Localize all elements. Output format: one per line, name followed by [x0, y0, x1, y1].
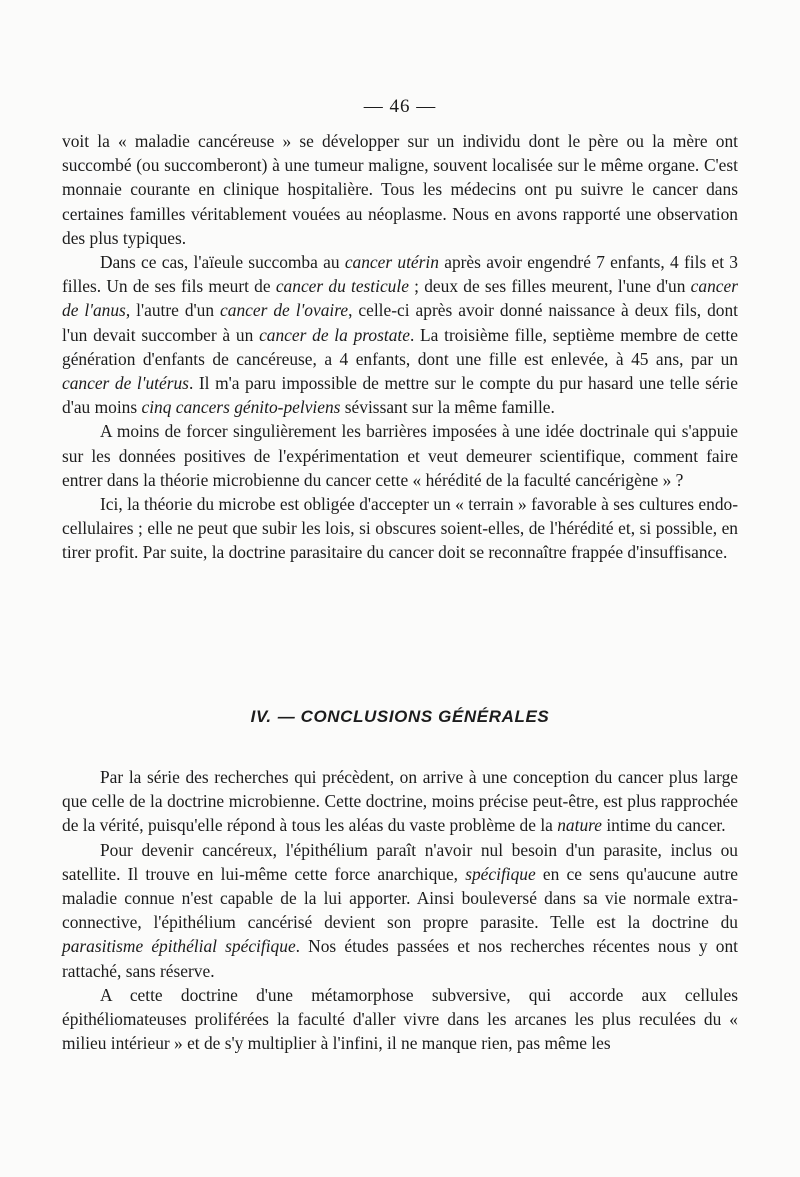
paragraph-family-case	[62, 250, 738, 419]
italic-text: cancer du testicule	[275, 276, 409, 297]
italic-text: cinq cancers génito-pelviens	[141, 397, 341, 418]
text-run: A moins de forcer singulièrement les barrières imposées à une idée doctrinale qui s'appuie sur les données positives de l'expérimentation et veut demeurer scientifique, comment faire entrer dans la théorie microbienne du cancer cette « hérédité de la faculté cancérigène » ?	[62, 421, 738, 490]
text-run: Ici, la théorie du microbe est obligée d'accepter un « terrain » favorable à ses cultures endo-cellulaires ; elle ne peut que subir les lois, si obscures soient-elles, de l'hérédité et, si possible, en tirer profit. Par suite, la doctrine parasitaire du cancer doit se reconnaître frappée d'insuffisance.	[62, 494, 738, 563]
text-run: , celle-ci après avoir donné naissance à deux fils, dont l'un devait succomber à un	[62, 300, 738, 345]
italic-text: nature	[557, 815, 602, 836]
body-text-bottom	[62, 765, 738, 1055]
body-text-top	[62, 129, 738, 565]
paragraph-broader-conception	[62, 765, 738, 838]
italic-text: parasitisme épithélial spécifique	[62, 936, 296, 957]
italic-text: cancer de l'ovaire	[220, 300, 349, 321]
italic-text: cancer de l'anus	[62, 276, 738, 321]
text-run: en ce sens qu'aucune autre maladie connue n'est capable de la lui apporter. Ainsi bouleversé dans sa vie normale extra-connective, l'épithélium cancérisé devient son propre parasite. Telle est la doctrine du	[62, 863, 739, 933]
italic-text: cancer utérin	[344, 252, 439, 273]
italic-text: cancer de la prostate	[259, 324, 410, 345]
italic-text: cancer de l'utérus	[62, 373, 189, 394]
text-run: voit la « maladie cancéreuse » se développer sur un individu dont le père ou la mère ont succombé (ou succomberont) à une tumeur maligne, souvent localisée sur le même organe. C'est monnaie courante en clinique hospitalière. Tous les médecins ont pu suivre le cancer dans certaines familles véritablement vouées au néoplasme. Nous en avons rapporté une observation des plus typiques.	[62, 131, 738, 248]
text-run: . Il m'a paru impossible de mettre sur le compte du pur hasard une telle série d'au moins	[62, 373, 739, 418]
text-run: , l'autre d'un	[125, 300, 221, 321]
text-run: . La troisième fille, septième membre de cette génération d'enfants de cancéreuse, a 4 enfants, dont une fille est enlevée, à 45 ans, par un	[62, 324, 738, 369]
paragraph-epithelial-parasitism	[62, 838, 738, 983]
text-run: ; deux de ses filles meurent, l'une d'un	[408, 276, 691, 297]
paragraph-subversive-metamorphosis	[62, 983, 738, 1056]
text-run: Dans ce cas, l'aïeule succomba au	[100, 252, 345, 273]
text-run: Par la série des recherches qui précèdent, on arrive à une conception du cancer plus large que celle de la doctrine microbienne. Cette doctrine, moins précise peut-être, est plus rapprochée de la vérité, puisqu'elle répond à tous les aléas du vaste problème de la	[62, 767, 738, 836]
text-run: A cette doctrine d'une métamorphose subversive, qui accorde aux cellules épithéliomateuses proliférées la faculté d'aller vivre dans les arcanes les plus reculées du « milieu intérieur » et de s'y multiplier à l'infini, il ne manque rien, pas même les	[62, 984, 738, 1054]
text-run: sévissant sur la même famille.	[340, 397, 555, 418]
section-heading	[0, 707, 800, 727]
paragraph-microbe-theory	[62, 492, 738, 565]
page-number: — 46 —	[363, 96, 437, 117]
text-run: après avoir engendré 7 enfants, 4 fils et 3 filles. Un de ses fils meurt de	[62, 252, 739, 297]
italic-text: spécifique	[465, 863, 536, 884]
text-run: Pour devenir cancéreux, l'épithélium paraît n'avoir nul besoin d'un parasite, inclus ou satellite. Il trouve en lui-même cette force anarchique,	[62, 839, 738, 884]
section-number: IV.	[250, 707, 272, 726]
paragraph-hereditary-cancer	[62, 129, 738, 250]
text-run: intime du cancer.	[601, 815, 726, 836]
section-title: — CONCLUSIONS GÉNÉRALES	[277, 707, 550, 726]
paragraph-doctrinal-question	[62, 419, 738, 492]
text-run: . Nos études passées et nos recherches récentes nous y ont rattaché, sans réserve.	[62, 936, 738, 981]
